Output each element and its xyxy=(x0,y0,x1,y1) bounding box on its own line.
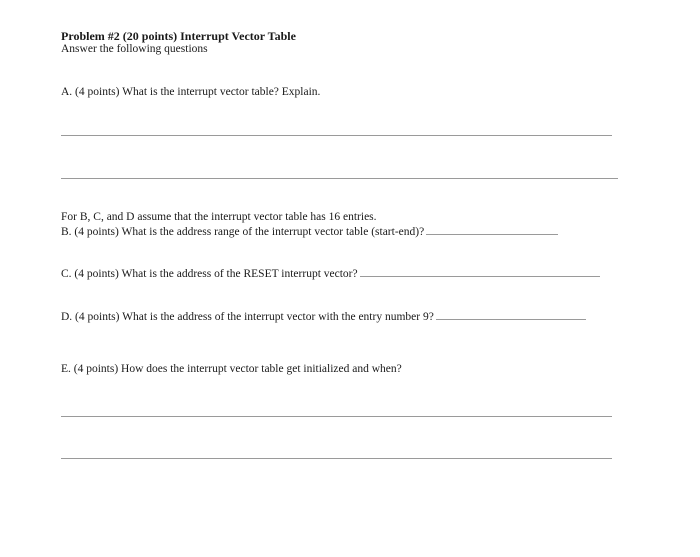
question-b: B. (4 points) What is the address range of the interrupt vector table (start-end)? xyxy=(61,226,425,238)
problem-subtitle: Answer the following questions xyxy=(61,43,208,55)
answer-line-c[interactable] xyxy=(360,266,600,277)
question-a: A. (4 points) What is the interrupt vector table? Explain. xyxy=(61,86,321,98)
question-c: C. (4 points) What is the address of the RESET interrupt vector? xyxy=(61,268,358,280)
answer-line-e1[interactable] xyxy=(61,416,612,417)
answer-line-e2[interactable] xyxy=(61,458,612,459)
problem-title: Problem #2 (20 points) Interrupt Vector Table xyxy=(61,29,296,43)
question-d: D. (4 points) What is the address of the interrupt vector with the entry number 9? xyxy=(61,311,434,323)
answer-line-a2[interactable] xyxy=(61,178,618,179)
answer-line-a1[interactable] xyxy=(61,135,612,136)
question-e: E. (4 points) How does the interrupt vector table get initialized and when? xyxy=(61,363,402,375)
question-intro-bcd: For B, C, and D assume that the interrupt vector table has 16 entries. xyxy=(61,211,377,223)
answer-line-b[interactable] xyxy=(426,224,558,235)
answer-line-d[interactable] xyxy=(436,309,586,320)
